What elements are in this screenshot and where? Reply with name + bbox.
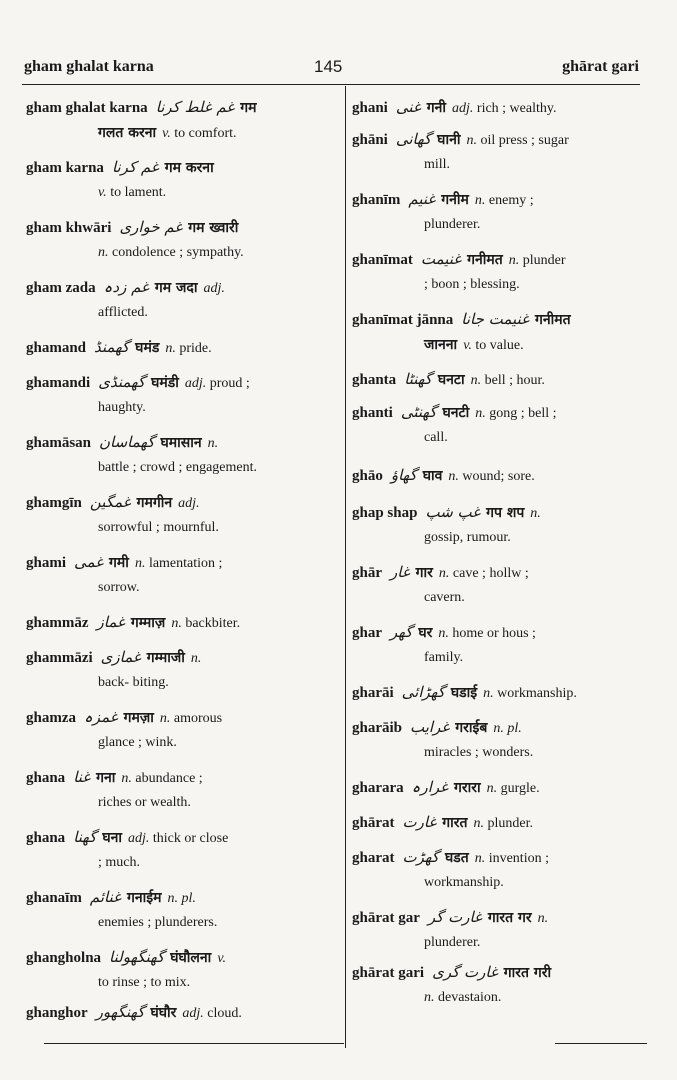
definition-cont: ; much.: [98, 855, 140, 870]
headword: ghanaīm: [26, 890, 82, 906]
headword: ghamand: [26, 340, 87, 356]
dictionary-entry: [26, 765, 326, 815]
dictionary-entry: [26, 610, 326, 636]
hindi-spelling: घमासान: [160, 435, 202, 451]
headword: ghamāsan: [26, 435, 92, 451]
definition-cont: devastaion.: [438, 990, 502, 1005]
hindi-spelling: घमंडी: [151, 375, 179, 391]
dictionary-entry: [26, 825, 326, 875]
headword: ghanta: [352, 372, 397, 388]
part-of-speech: n. pl.: [493, 721, 522, 736]
header-rule: [22, 84, 640, 85]
urdu-spelling: گھنٹی: [400, 403, 437, 421]
headword: gham karna: [26, 160, 104, 176]
definition: amorous: [173, 711, 223, 726]
definition-cont: glance ; wink.: [98, 735, 177, 750]
headword: ghamza: [26, 710, 76, 726]
urdu-spelling: غارت: [402, 813, 437, 831]
headword: gham khwāri: [26, 220, 112, 236]
hindi-spelling: घंघौलना: [170, 950, 212, 966]
dictionary-entry: [352, 500, 644, 550]
definition: plunder: [522, 253, 566, 268]
part-of-speech: n.: [448, 469, 459, 484]
urdu-spelling: غارت گر: [427, 908, 482, 926]
dictionary-entry: [352, 400, 644, 450]
part-of-speech: adj.: [184, 376, 207, 391]
dictionary-entry: [26, 155, 326, 205]
part-of-speech: n.: [190, 651, 202, 666]
definition: cloud.: [207, 1006, 242, 1021]
definition-cont: afflicted.: [98, 305, 148, 320]
definition-cont: condolence ; sympathy.: [112, 245, 244, 260]
definition: wound; sore.: [462, 469, 535, 484]
headword: gham ghalat karna: [26, 100, 148, 116]
definition: rich ; wealthy.: [476, 101, 557, 116]
definition-cont: to comfort.: [174, 126, 237, 141]
hindi-spelling: गारत गर: [487, 910, 532, 926]
hindi-spelling: गम्माजी: [146, 650, 185, 666]
hindi-spelling-cont: जानना: [424, 337, 458, 353]
hindi-spelling: गम: [240, 100, 257, 116]
hindi-spelling: गरारा: [454, 780, 481, 796]
hindi-spelling: गमज़ा: [123, 710, 154, 726]
dictionary-entry: [352, 247, 644, 297]
part-of-speech: n.: [508, 253, 520, 268]
dictionary-entry: [26, 370, 326, 420]
part-of-speech: n.: [486, 781, 498, 796]
dictionary-entry: [26, 430, 326, 480]
hindi-spelling: घनटी: [442, 405, 470, 421]
hindi-spelling: गम ख्वारी: [188, 220, 239, 236]
header-first-word: gham ghalat karna: [24, 58, 154, 75]
dictionary-entry: [352, 187, 644, 237]
urdu-spelling: غرایب: [410, 718, 450, 736]
urdu-spelling: گھمنڈ: [94, 338, 130, 356]
footer-rule-right: [555, 1043, 647, 1044]
urdu-spelling: غمزہ: [84, 708, 118, 726]
definition-cont: plunderer.: [424, 217, 481, 232]
definition: gong ; bell ;: [489, 406, 557, 421]
part-of-speech: v.: [98, 185, 107, 200]
part-of-speech: n.: [424, 990, 435, 1005]
hindi-spelling: घंघौर: [150, 1005, 177, 1021]
urdu-spelling: گھنگھولنا: [109, 948, 165, 966]
hindi-spelling: घडाई: [450, 685, 478, 701]
part-of-speech: adj.: [128, 831, 150, 846]
urdu-spelling: گھانی: [395, 130, 432, 148]
headword: ghammāz: [26, 615, 89, 631]
dictionary-entry: [26, 945, 326, 995]
urdu-spelling: غنیم: [408, 190, 436, 208]
headword: ghārat: [352, 815, 395, 831]
part-of-speech: adj.: [203, 281, 225, 296]
headword: ghami: [26, 555, 67, 571]
dictionary-entry: [352, 810, 644, 836]
dictionary-entry: [352, 307, 644, 358]
urdu-spelling: غنی: [395, 98, 421, 116]
dictionary-entry: [352, 367, 644, 393]
hindi-spelling: गमगीन: [136, 495, 173, 511]
dictionary-entry: [352, 715, 644, 765]
headword: ghāni: [352, 132, 388, 148]
hindi-spelling: गनीम: [441, 192, 469, 208]
definition-cont: sorrowful ; mournful.: [98, 520, 219, 535]
dictionary-entry: [26, 885, 326, 935]
definition-cont: back- biting.: [98, 675, 169, 690]
hindi-spelling: घर: [418, 625, 433, 641]
definition: workmanship.: [497, 686, 577, 701]
urdu-spelling: غم غلط کرنا: [155, 98, 235, 116]
part-of-speech: v.: [463, 338, 472, 353]
definition: oil press ; sugar: [480, 133, 569, 148]
headword: ghana: [26, 770, 66, 786]
dictionary-entry: [352, 463, 644, 489]
definition-cont: family.: [424, 650, 464, 665]
part-of-speech: n.: [121, 771, 132, 786]
headword: gharat: [352, 850, 395, 866]
urdu-spelling: گھاؤ: [390, 466, 417, 484]
hindi-spelling: घनटा: [437, 372, 465, 388]
hindi-spelling: गप शप: [486, 505, 525, 521]
part-of-speech: n.: [475, 406, 486, 421]
hindi-spelling: गारत गरी: [503, 965, 552, 981]
part-of-speech: n.: [470, 373, 482, 388]
dictionary-entry: [26, 215, 326, 265]
hindi-spelling: गराईब: [455, 720, 488, 736]
part-of-speech: n.: [165, 341, 176, 356]
part-of-speech: n.: [473, 816, 484, 831]
part-of-speech: v.: [162, 126, 171, 141]
part-of-speech: n.: [466, 133, 477, 148]
part-of-speech: n.: [438, 626, 449, 641]
part-of-speech: n.: [134, 556, 146, 571]
urdu-spelling: غنیمت: [420, 250, 462, 268]
dictionary-entry: [352, 680, 644, 706]
headword: gharara: [352, 780, 404, 796]
urdu-spelling: غمگین: [89, 493, 131, 511]
dictionary-entry: [26, 95, 326, 146]
headword: ghanīmat jānna: [352, 312, 454, 328]
dictionary-entry: [26, 275, 326, 325]
headword: ghar: [352, 625, 382, 641]
definition-cont: gossip, rumour.: [424, 530, 511, 545]
definition: abundance ;: [135, 771, 203, 786]
urdu-spelling: غم کرنا: [111, 158, 159, 176]
definition-cont: to lament.: [110, 185, 167, 200]
part-of-speech: v.: [217, 951, 226, 966]
part-of-speech: n.: [537, 911, 549, 926]
headword: ghamandi: [26, 375, 91, 391]
urdu-spelling: غرارہ: [411, 778, 448, 796]
dictionary-entry: [352, 775, 644, 801]
urdu-spelling: گھماسان: [99, 433, 155, 451]
headword: ghammāzi: [26, 650, 93, 666]
definition: home or hous ;: [452, 626, 536, 641]
hindi-spelling: घमंड: [135, 340, 160, 356]
dictionary-entry: [352, 560, 644, 610]
definition-cont: plunderer.: [424, 935, 481, 950]
headword: ghani: [352, 100, 388, 116]
hindi-spelling: गनाईम: [126, 890, 162, 906]
urdu-spelling: غم خواری: [119, 218, 183, 236]
headword: ghārat gari: [352, 965, 425, 981]
part-of-speech: n.: [530, 506, 541, 521]
definition: cave ; hollw ;: [452, 566, 529, 581]
dictionary-entry: [352, 845, 644, 895]
urdu-spelling: گھر: [390, 623, 413, 641]
definition: lamentation ;: [148, 556, 223, 571]
hindi-spelling: गनीमत: [534, 312, 571, 328]
hindi-spelling: गम्माज़: [130, 615, 166, 631]
urdu-spelling: غارت گری: [432, 963, 498, 981]
headword: ghanīm: [352, 192, 401, 208]
definition: gurgle.: [500, 781, 540, 796]
dictionary-entry: [352, 620, 644, 670]
definition-cont: ; boon ; blessing.: [424, 277, 520, 292]
hindi-spelling: गमी: [109, 555, 129, 571]
part-of-speech: n.: [438, 566, 450, 581]
hindi-spelling: गार: [415, 565, 433, 581]
definition-cont: workmanship.: [424, 875, 504, 890]
part-of-speech: n.: [98, 245, 109, 260]
part-of-speech: n.: [171, 616, 182, 631]
page-number: 145: [314, 57, 343, 76]
part-of-speech: n.: [207, 436, 219, 451]
hindi-spelling: गना: [96, 770, 116, 786]
dictionary-entry: [26, 645, 326, 695]
footer-rule-left: [44, 1043, 344, 1044]
hindi-spelling: गारत: [442, 815, 468, 831]
dictionary-entry: [352, 960, 644, 1010]
definition: backbiter.: [185, 616, 241, 631]
urdu-spelling: غنائم: [89, 888, 121, 906]
part-of-speech: adj.: [452, 101, 474, 116]
part-of-speech: n.: [483, 686, 494, 701]
headword: gharāib: [352, 720, 403, 736]
urdu-spelling: گھڑت: [402, 848, 439, 866]
hindi-spelling: घडत: [444, 850, 469, 866]
dictionary-entry: [352, 905, 644, 955]
header-last-word: ghārat gari: [562, 58, 639, 75]
hindi-spelling: गनीमत: [467, 252, 503, 268]
definition-cont: to value.: [475, 338, 524, 353]
headword: ghangholna: [26, 950, 102, 966]
hindi-spelling: घना: [102, 830, 123, 846]
part-of-speech: adj.: [178, 496, 200, 511]
part-of-speech: n.: [474, 193, 486, 208]
headword: ghanghor: [26, 1005, 88, 1021]
definition: plunder.: [487, 816, 533, 831]
urdu-spelling: غم زدہ: [103, 278, 149, 296]
urdu-spelling: گھمنڈی: [98, 373, 146, 391]
definition: invention ;: [488, 851, 549, 866]
urdu-spelling: غمی: [74, 553, 104, 571]
definition-cont: miracles ; wonders.: [424, 745, 534, 760]
urdu-spelling: غمازی: [100, 648, 141, 666]
headword: gham zada: [26, 280, 96, 296]
hindi-spelling: गम करना: [164, 160, 214, 176]
dictionary-entry: [26, 490, 326, 540]
headword: ghana: [26, 830, 66, 846]
hindi-spelling: घाव: [422, 468, 443, 484]
column-divider: [345, 86, 346, 1048]
hindi-spelling-cont: गलत करना: [98, 125, 157, 141]
definition-cont: sorrow.: [98, 580, 140, 595]
headword: ghanīmat: [352, 252, 413, 268]
definition: thick or close: [152, 831, 229, 846]
definition: bell ; hour.: [484, 373, 545, 388]
dictionary-entry: [26, 550, 326, 600]
definition-cont: cavern.: [424, 590, 465, 605]
urdu-spelling: گھنگھور: [95, 1003, 145, 1021]
urdu-spelling: غار: [390, 563, 410, 581]
part-of-speech: adj.: [182, 1006, 204, 1021]
definition-cont: enemies ; plunderers.: [98, 915, 218, 930]
definition-cont: to rinse ; to mix.: [98, 975, 191, 990]
definition-cont: riches or wealth.: [98, 795, 191, 810]
urdu-spelling: غماز: [96, 613, 125, 631]
urdu-spelling: گھنٹا: [404, 370, 432, 388]
definition: proud ;: [209, 376, 250, 391]
urdu-spelling: غپ شپ: [425, 503, 481, 521]
headword: ghārat gar: [352, 910, 420, 926]
definition: enemy ;: [488, 193, 534, 208]
part-of-speech: n. pl.: [167, 891, 196, 906]
hindi-spelling: गम जदा: [154, 280, 198, 296]
headword: gharāi: [352, 685, 394, 701]
part-of-speech: n.: [474, 851, 486, 866]
headword: ghanti: [352, 405, 393, 421]
dictionary-entry: [352, 127, 644, 177]
urdu-spelling: گھڑائی: [401, 683, 445, 701]
hindi-spelling: घानी: [437, 132, 461, 148]
urdu-spelling: غنا: [73, 768, 91, 786]
urdu-spelling: گھنا: [73, 828, 97, 846]
headword: ghār: [352, 565, 382, 581]
hindi-spelling: गनी: [426, 100, 447, 116]
headword: ghāo: [352, 468, 383, 484]
dictionary-entry: [352, 95, 644, 121]
headword: ghamgīn: [26, 495, 82, 511]
definition-cont: haughty.: [98, 400, 146, 415]
dictionary-entry: [26, 335, 326, 361]
dictionary-entry: [26, 1000, 326, 1026]
definition-cont: mill.: [424, 157, 451, 172]
part-of-speech: n.: [159, 711, 171, 726]
definition: pride.: [179, 341, 212, 356]
dictionary-entry: [26, 705, 326, 755]
definition-cont: call.: [424, 430, 448, 445]
urdu-spelling: غنیمت جانا: [461, 310, 529, 328]
definition-cont: battle ; crowd ; engagement.: [98, 460, 257, 475]
headword: ghap shap: [352, 505, 418, 521]
